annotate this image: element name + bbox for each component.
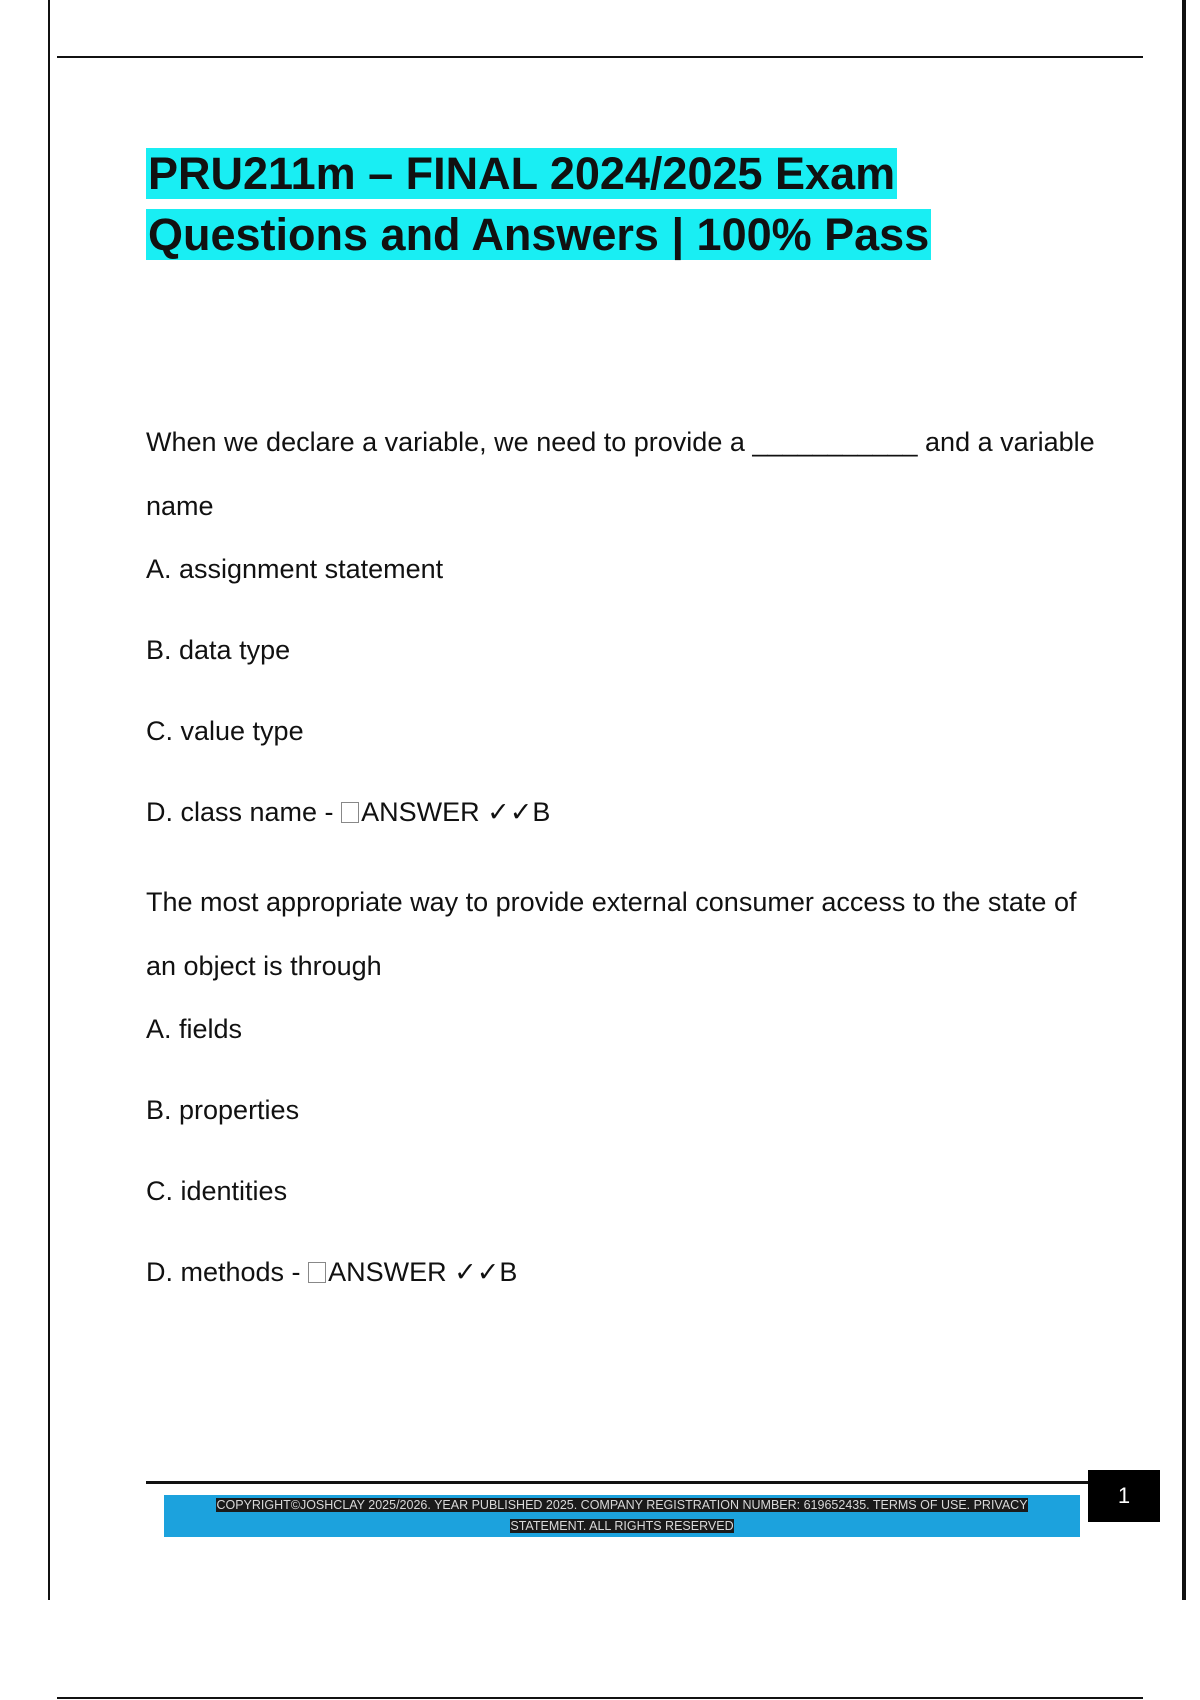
page-number-text: 1 [1117,1483,1131,1508]
option-a: A. assignment statement [146,554,444,584]
title-line-2: Questions and Answers | 100% Pass [148,209,930,260]
option-c: C. identities [146,1176,288,1206]
checkbox-glyph-icon [308,1262,326,1283]
option-d [146,1241,1106,1322]
option-d-label: D. methods - [146,1257,309,1287]
footer-rule [146,1481,1088,1484]
page-number [1088,1470,1160,1522]
option-a: A. fields [146,1014,243,1044]
question-block [146,870,1106,1322]
checkbox-glyph-icon [341,802,359,823]
copyright-footer [164,1495,1080,1537]
title-line-1: PRU211m – FINAL 2024/2025 Exam [148,148,896,199]
copyright-line-2: STATEMENT. ALL RIGHTS RESERVED [510,1519,734,1533]
option-d-label: D. class name - [146,797,342,827]
option-d [146,781,1106,862]
document-title [146,143,931,265]
answer-text: ANSWER ✓✓B [361,797,551,827]
option-b: B. data type [146,635,291,665]
page-border-left [48,0,50,1600]
option-b: B. properties [146,1095,300,1125]
question-block [146,410,1106,862]
question-text: When we declare a variable, we need to provide a ___________ and a variable name [146,427,1095,521]
next-page-rule [57,1697,1143,1699]
question-list [146,410,1106,1322]
page-border-right [1182,0,1186,1600]
option-c: C. value type [146,716,304,746]
copyright-line-1: COPYRIGHT©JOSHCLAY 2025/2026. YEAR PUBLISHED 2025. COMPANY REGISTRATION NUMBER: 619652435. TERMS OF USE. PRIVACY [216,1498,1028,1512]
question-text: The most appropriate way to provide external consumer access to the state of an object is through [146,887,1077,981]
header-rule [57,56,1143,58]
answer-text: ANSWER ✓✓B [328,1257,518,1287]
